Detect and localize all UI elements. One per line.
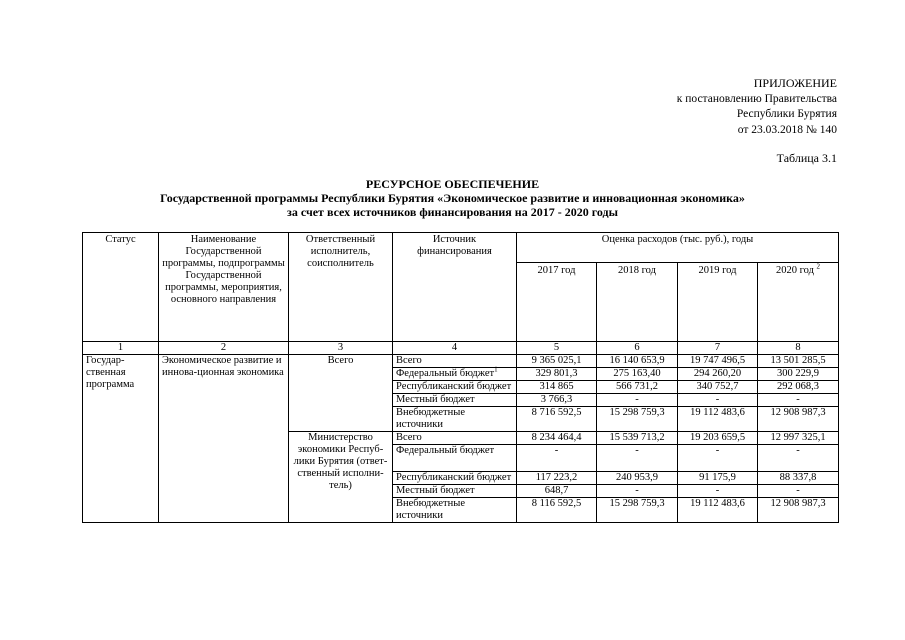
value-cell: -	[758, 394, 839, 407]
value-cell: 19 112 483,6	[678, 407, 758, 432]
value-cell: 8 234 464,4	[517, 432, 597, 445]
value-cell: 566 731,2	[597, 381, 678, 394]
value-cell: 300 229,9	[758, 368, 839, 381]
value-cell: -	[758, 445, 839, 472]
header-status: Статус	[83, 233, 159, 342]
value-cell: 19 747 496,5	[678, 355, 758, 368]
appendix-label: ПРИЛОЖЕНИЕ	[753, 76, 837, 90]
responsible-cell-ministry: Министерство экономики Респуб-лики Бурятия (ответ-ственный исполни-тель)	[289, 432, 393, 523]
program-name-cell: Экономическое развитие и иннова-ционная экономика	[159, 355, 289, 523]
value-cell: 19 112 483,6	[678, 498, 758, 523]
source-cell: Республиканский бюджет	[393, 381, 517, 394]
header-name: Наименование Государственной программы, подпрограммы Государственной программы, мероприятия, основного направления	[159, 233, 289, 342]
col-number: 3	[289, 342, 393, 355]
value-cell: 12 908 987,3	[758, 407, 839, 432]
title-line-1: РЕСУРСНОЕ ОБЕСПЕЧЕНИЕ	[365, 177, 540, 191]
value-cell: -	[678, 445, 758, 472]
value-cell: 13 501 285,5	[758, 355, 839, 368]
value-cell: 88 337,8	[758, 472, 839, 485]
value-cell: -	[597, 394, 678, 407]
footnote-marker-2: 2	[816, 262, 821, 271]
source-cell: Республиканский бюджет	[393, 472, 517, 485]
value-cell: -	[678, 485, 758, 498]
header-year-2020-label: 2020 год	[775, 265, 814, 276]
value-cell: 19 203 659,5	[678, 432, 758, 445]
value-cell: 12 908 987,3	[758, 498, 839, 523]
value-cell: 12 997 325,1	[758, 432, 839, 445]
col-number: 5	[517, 342, 597, 355]
footnote-marker-1: 1	[494, 365, 498, 374]
value-cell: 3 766,3	[517, 394, 597, 407]
value-cell: 340 752,7	[678, 381, 758, 394]
header-source: Источник финансирования	[393, 233, 517, 342]
value-cell: 648,7	[517, 485, 597, 498]
header-estimate: Оценка расходов (тыс. руб.), годы	[517, 233, 839, 263]
value-cell: 15 539 713,2	[597, 432, 678, 445]
value-cell: 15 298 759,3	[597, 407, 678, 432]
status-cell: Государ-ственная программа	[83, 355, 159, 523]
source-cell: Внебюджетные источники	[393, 407, 517, 432]
value-cell: -	[597, 445, 678, 472]
value-cell: 15 298 759,3	[597, 498, 678, 523]
source-cell: Федеральный бюджет	[393, 445, 517, 472]
header-responsible: Ответственный исполнитель, соисполнитель	[289, 233, 393, 342]
value-cell: -	[517, 445, 597, 472]
source-cell: Внебюджетные источники	[393, 498, 517, 523]
value-cell: 8 116 592,5	[517, 498, 597, 523]
source-cell: Местный бюджет	[393, 485, 517, 498]
value-cell: -	[758, 485, 839, 498]
value-cell: -	[678, 394, 758, 407]
source-label: Федеральный бюджет	[396, 368, 495, 379]
resource-table	[82, 232, 839, 523]
value-cell: 292 068,3	[758, 381, 839, 394]
document-title	[0, 177, 905, 219]
header-year-2018: 2018 год	[597, 263, 678, 342]
appendix-date: от 23.03.2018 № 140	[737, 123, 837, 136]
value-cell: 314 865	[517, 381, 597, 394]
col-number: 2	[159, 342, 289, 355]
appendix-decree: к постановлению Правительства	[676, 92, 837, 105]
table-number: Таблица 3.1	[776, 151, 837, 165]
col-number: 4	[393, 342, 517, 355]
responsible-cell-total: Всего	[289, 355, 393, 432]
value-cell: 329 801,3	[517, 368, 597, 381]
table-row	[83, 355, 839, 368]
header-year-2017: 2017 год	[517, 263, 597, 342]
value-cell: 240 953,9	[597, 472, 678, 485]
col-number: 1	[83, 342, 159, 355]
value-cell: 9 365 025,1	[517, 355, 597, 368]
value-cell: 91 175,9	[678, 472, 758, 485]
col-number: 6	[597, 342, 678, 355]
appendix-republic: Республики Бурятия	[736, 108, 837, 120]
title-line-3: за счет всех источников финансирования на 2017 - 2020 годы	[287, 205, 618, 219]
value-cell: 294 260,20	[678, 368, 758, 381]
col-number: 7	[678, 342, 758, 355]
header-year-2019: 2019 год	[678, 263, 758, 342]
value-cell: 117 223,2	[517, 472, 597, 485]
source-cell: Местный бюджет	[393, 394, 517, 407]
value-cell: 16 140 653,9	[597, 355, 678, 368]
source-cell: Всего	[393, 355, 517, 368]
title-line-2: Государственной программы Республики Бурятия «Экономическое развитие и инновационная экономика»	[160, 191, 745, 205]
source-cell: Всего	[393, 432, 517, 445]
col-number: 8	[758, 342, 839, 355]
value-cell: 275 163,40	[597, 368, 678, 381]
value-cell: 8 716 592,5	[517, 407, 597, 432]
source-cell	[393, 365, 517, 381]
appendix-header	[677, 76, 837, 138]
header-year-2020	[758, 263, 839, 342]
value-cell: -	[597, 485, 678, 498]
